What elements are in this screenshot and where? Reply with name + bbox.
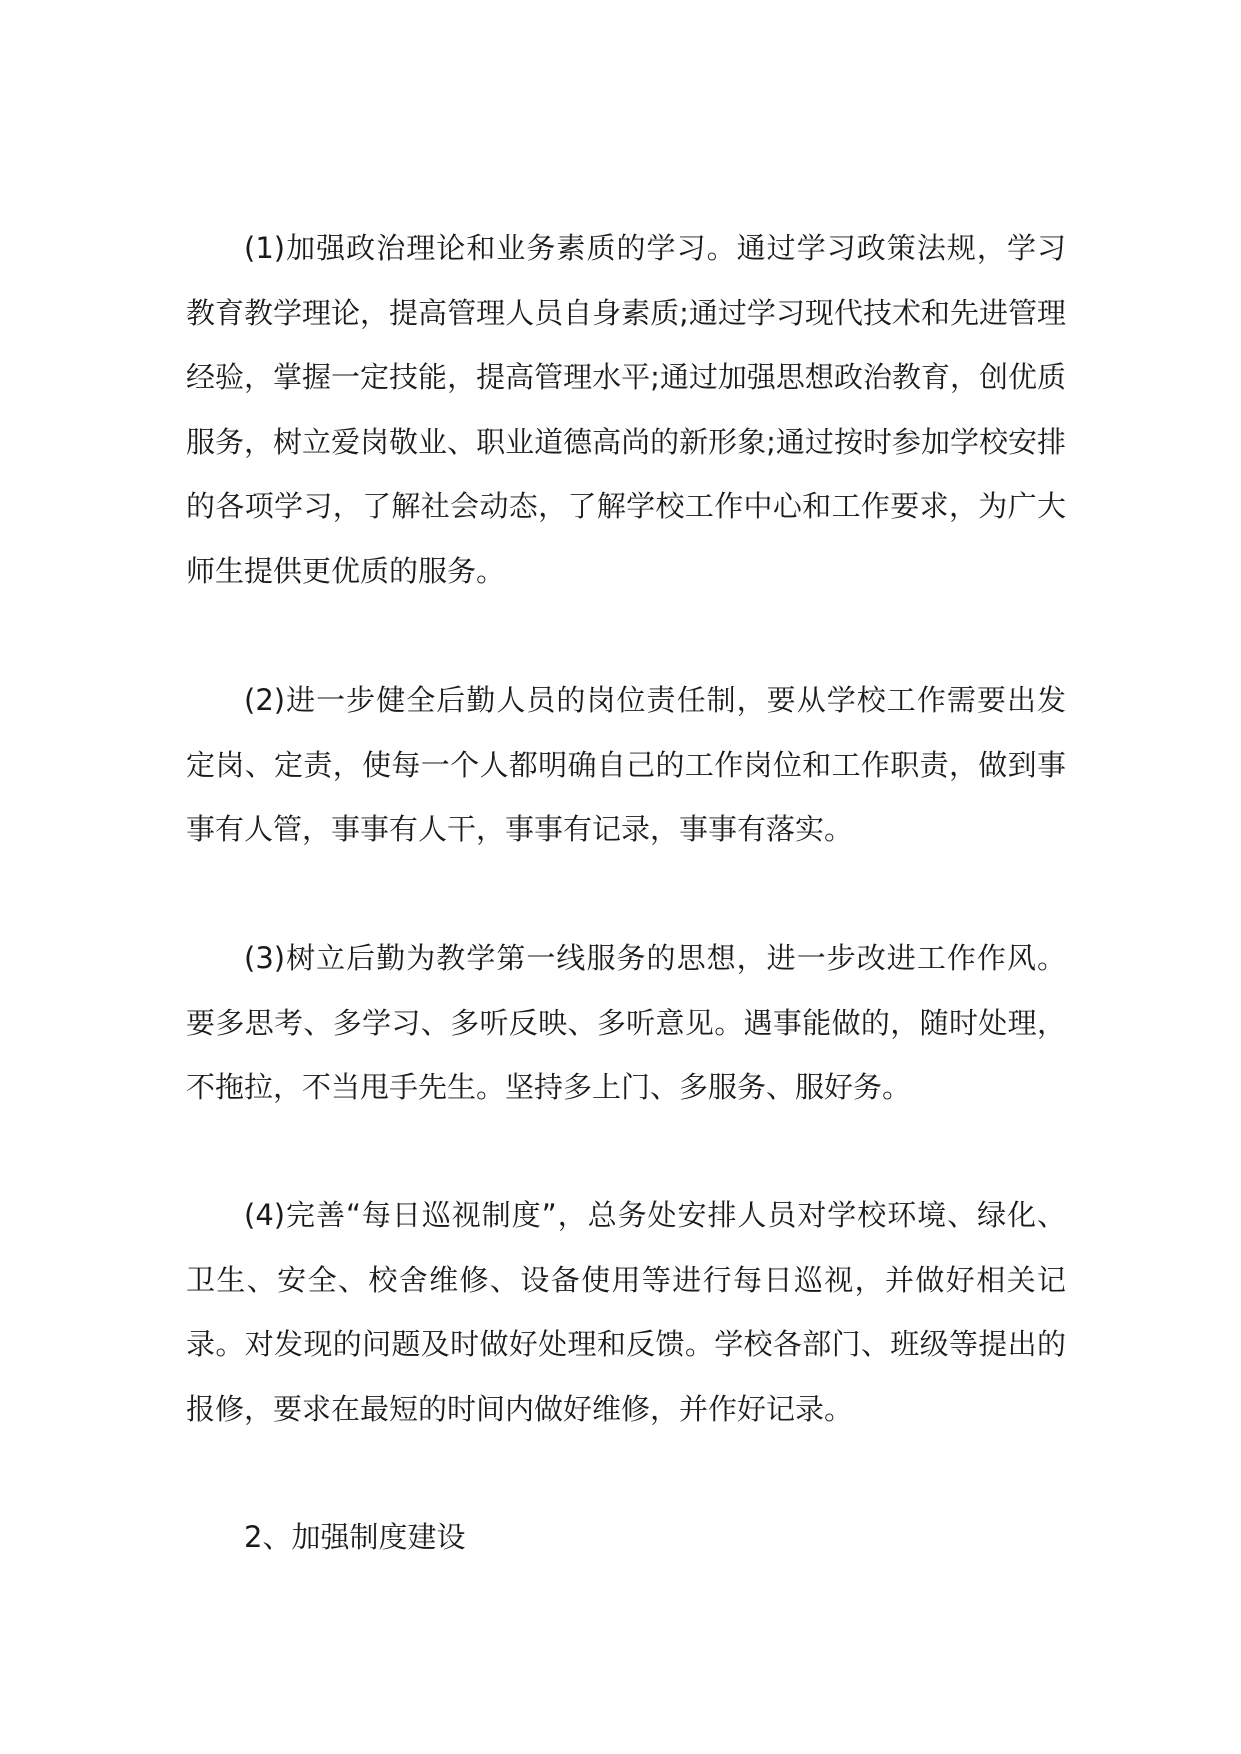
section-heading: 2、加强制度建设 [244,1520,466,1554]
paragraph-2: (2)进一步健全后勤人员的岗位责任制，要从学校工作需要出发定岗、定责，使每一个人都明确自己的工作岗位和工作职责，做到事事有人管，事事有人干，事事有记录，事事有落实。 [186,683,1066,846]
paragraph-1: (1)加强政治理论和业务素质的学习。通过学习政策法规，学习教育教学理论，提高管理人员自身素质;通过学习现代技术和先进管理经验，掌握一定技能，提高管理水平;通过加强思想政治教育，创优质服务，树立爱岗敬业、职业道德高尚的新形象;通过按时参加学校安排的各项学习，了解社会动态，了解学校工作中心和工作要求，为广大师生提供更优质的服务。 [186,231,1066,588]
paragraph-4: (4)完善“每日巡视制度”，总务处安排人员对学校环境、绿化、卫生、安全、校舍维修、设备使用等进行每日巡视，并做好相关记录。对发现的问题及时做好处理和反馈。学校各部门、班级等提出的报修，要求在最短的时间内做好维修，并作好记录。 [186,1198,1066,1426]
paragraph-3: (3)树立后勤为教学第一线服务的思想，进一步改进工作作风。要多思考、多学习、多听反映、多听意见。遇事能做的，随时处理，不拖拉，不当甩手先生。坚持多上门、多服务、服好务。 [186,941,1066,1104]
